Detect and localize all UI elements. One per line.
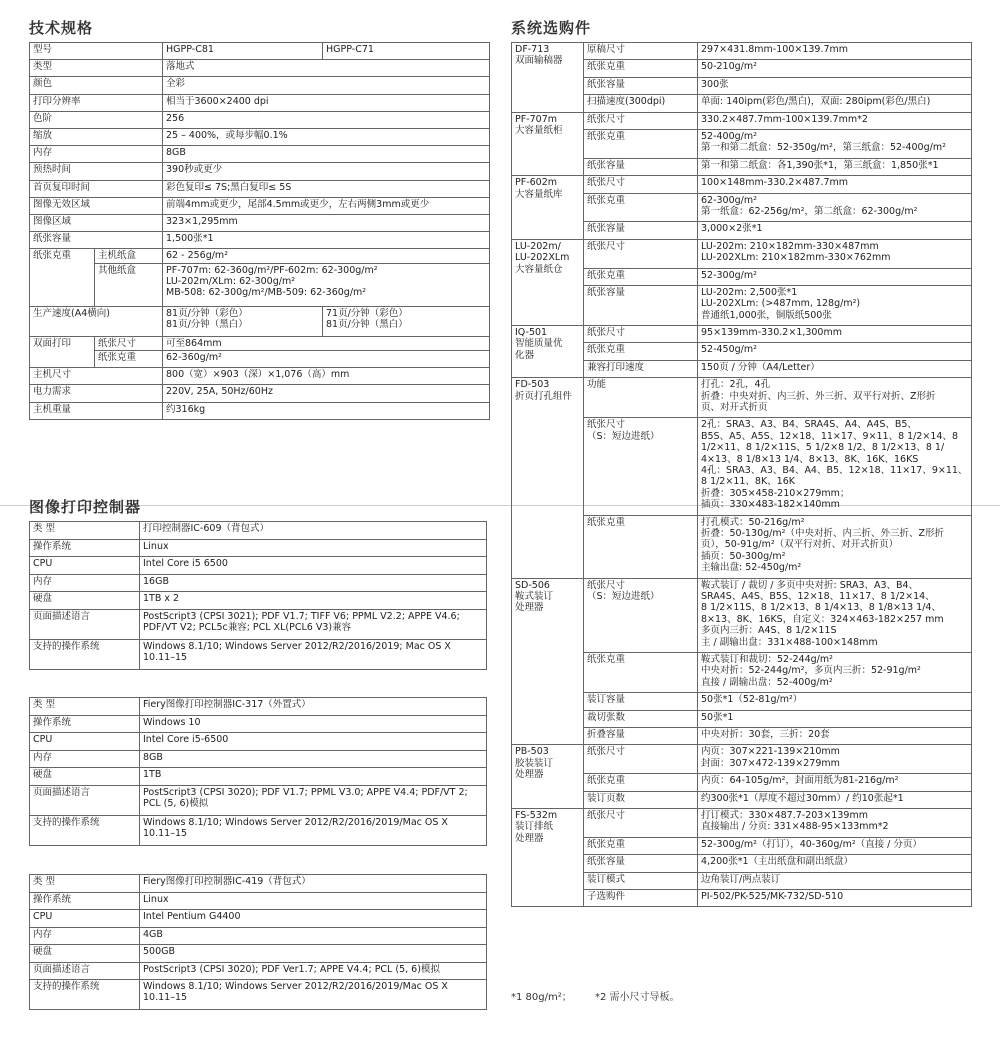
spec-value: 25 – 400%，或每步幅0.1% [163, 128, 490, 145]
controller-title: 图像打印控制器 [29, 498, 142, 516]
spec-value: 前端4mm或更少，尾部4.5mm或更少，左右两侧3mm或更少 [163, 197, 490, 214]
option-key: 纸张克重 [584, 193, 698, 222]
option-key: 纸张尺寸 [584, 326, 698, 343]
option-value: 330.2×487.7mm-100×139.7mm*2 [698, 112, 972, 129]
spec-label: 纸张克重 [30, 249, 95, 306]
option-key: 纸张容量 [584, 855, 698, 872]
option-key: 原稿尺寸 [584, 43, 698, 60]
controller-table [29, 521, 487, 670]
controller-value: 1TB [140, 768, 487, 786]
option-model: SD-506 鞍式装订 处理器 [512, 578, 584, 745]
spec-value: 256 [163, 111, 490, 128]
option-value: 2孔：SRA3、A3、B4、SRA4S、A4、A4S、B5、 B5S、A5、A5S、12×18、11×17、9×11、8 1/2×14、8 1/2×11、8 1/2×11S、5 1/2×8 1/2、8 1/2×13、8 1/ 4×13、8 1/8×13 1/4、8×13、8K、16K、16KS 4孔：SRA3、A3、B4、A4、B5、12×18、11×17、9×11、 8 1/2×11、8K、16K 折叠：305×458-210×279mm； 插页：330×483-182×140mm [698, 418, 972, 515]
option-key: 子选购件 [584, 889, 698, 906]
spec-value: 390秒或更少 [163, 163, 490, 180]
spec-sublabel: 纸张克重 [95, 351, 163, 368]
spec-speed-c71: 71页/分钟（彩色） 81页/分钟（黑白） [323, 306, 490, 336]
spec-sublabel: 纸张尺寸 [95, 336, 163, 350]
controller-value: 500GB [140, 945, 487, 963]
option-value: 打订模式：330×487.7-203×139mm 直接输出 / 分页: 331×488-95×133mm*2 [698, 808, 972, 837]
option-value: 第一和第二纸盒：各1,390张*1，第三纸盒：1,850张*1 [698, 158, 972, 175]
spec-model-c71: HGPP-C71 [323, 43, 490, 60]
spec-label: 颜色 [30, 77, 163, 94]
spec-row [30, 180, 490, 197]
spec-sublabel: 主机纸盒 [95, 249, 163, 263]
spec-label: 类型 [30, 60, 163, 77]
controller-value: Linux [140, 892, 487, 910]
spec-label: 打印分辨率 [30, 94, 163, 111]
option-key: 纸张尺寸 [584, 239, 698, 268]
option-key: 装订容量 [584, 693, 698, 710]
option-model: FD-503 折页打孔组件 [512, 378, 584, 578]
option-value: 50张*1（52-81g/m²） [698, 693, 972, 710]
controller-label: CPU [30, 910, 140, 928]
option-model: LU-202m/ LU-202XLm 大容量纸仓 [512, 239, 584, 325]
option-value: 52-300g/m²（打订），40-360g/m²（直接 / 分页） [698, 837, 972, 854]
spec-value: 约316kg [163, 402, 490, 419]
option-value: 62-300g/m² 第一纸盒：62-256g/m²，第二纸盒：62-300g/m² [698, 193, 972, 222]
option-key: 装订模式 [584, 872, 698, 889]
controller-label: CPU [30, 557, 140, 575]
spec-value: 可至864mm [163, 336, 490, 350]
spec-label: 电力需求 [30, 385, 163, 402]
option-value: 300张 [698, 77, 972, 94]
spec-row [30, 214, 490, 231]
option-key: 纸张克重 [584, 129, 698, 158]
spec-title: 技术规格 [29, 19, 94, 37]
spec-label: 双面打印 [30, 336, 95, 368]
controller-label: 硬盘 [30, 592, 140, 610]
option-value: LU-202m: 210×182mm-330×487mm LU-202XLm: 210×182mm-330×762mm [698, 239, 972, 268]
controller-value: PostScript3 (CPSI 3020); PDF Ver1.7; APPE V4.4; PCL (5, 6)模拟 [140, 962, 487, 980]
spec-label: 色阶 [30, 111, 163, 128]
spec-row [30, 197, 490, 214]
controller-value: Windows 8.1/10; Windows Server 2012/R2/2016/2019/Mac OS X 10.11–15 [140, 815, 487, 845]
option-key: 纸张克重 [584, 837, 698, 854]
spec-label: 图像区域 [30, 214, 163, 231]
option-value: 单面: 140ipm(彩色/黑白)，双面: 280ipm(彩色/黑白) [698, 95, 972, 112]
footnote-1: *1 80g/m²； [511, 992, 572, 1003]
controller-value: PostScript3 (CPSI 3021); PDF V1.7; TIFF V6; PPML V2.2; APPE V4.6; PDF/VT V2; PCL5c兼容; PCL XL(PCL6 V3)兼容 [140, 609, 487, 639]
spec-label: 生产速度(A4横向) [30, 306, 163, 336]
option-model: DF-713 双面输稿器 [512, 43, 584, 113]
spec-value: 800（宽）×903（深）×1,076（高）mm [163, 368, 490, 385]
controller-value: PostScript3 (CPSI 3020); PDF V1.7; PPML V3.0; APPE V4.4; PDF/VT 2; PCL (5, 6)模拟 [140, 785, 487, 815]
controller-value: Intel Core i5-6500 [140, 733, 487, 751]
controller-value: 16GB [140, 574, 487, 592]
controller-label: 类 型 [30, 875, 140, 893]
controller-value: 打印控制器IC-609（背包式） [140, 522, 487, 540]
option-value: 边角装订/两点装订 [698, 872, 972, 889]
option-key: 纸张克重 [584, 774, 698, 791]
option-value: 100×148mm-330.2×487.7mm [698, 176, 972, 193]
option-key: 纸张容量 [584, 77, 698, 94]
option-value: 中央对折：30套，三折：20套 [698, 728, 972, 745]
option-value: 打孔模式：50-216g/m² 折叠：50-130g/m²（中央对折、内三折、外三折、Z形折 页），50-91g/m²（双平行对折、对开式折页） 插页：50-300g/m² 主输出盘: 52-450g/m² [698, 515, 972, 578]
options-title: 系统选购件 [511, 19, 592, 37]
controller-label: 操作系统 [30, 892, 140, 910]
controller-value: Intel Pentium G4400 [140, 910, 487, 928]
options-table [511, 42, 972, 907]
option-value: 鞍式装订 / 裁切 / 多页中央对折: SRA3、A3、B4、 SRA4S、A4S、B5S、12×18、11×17、8 1/2×14、 8 1/2×11S、8 1/2×13、8 1/4×13、8 1/8×13 1/4、 8×13、8K、16KS，自定义：324×463-182×257 mm 多页内三折：A4S、8 1/2×11S 主 / 副输出盘：331×488-100×148mm [698, 578, 972, 652]
spec-label: 内存 [30, 146, 163, 163]
spec-table [29, 42, 490, 420]
controller-label: 类 型 [30, 698, 140, 716]
spec-label: 主机重量 [30, 402, 163, 419]
option-model: PF-707m 大容量纸柜 [512, 112, 584, 176]
option-value: 52-450g/m² [698, 343, 972, 360]
option-value: 内页：64-105g/m²，封面用纸为81-216g/m² [698, 774, 972, 791]
controller-value: Windows 10 [140, 715, 487, 733]
controller-label: 硬盘 [30, 945, 140, 963]
spec-value: 相当于3600×2400 dpi [163, 94, 490, 111]
option-value: 鞍式装订和裁切：52-244g/m² 中央对折：52-244g/m²，多页内三折：52-91g/m² 直接 / 副输出盘：52-400g/m² [698, 653, 972, 693]
controller-value: 4GB [140, 927, 487, 945]
spec-row [30, 94, 490, 111]
spec-row [30, 60, 490, 77]
spec-label: 型号 [30, 43, 163, 60]
controller-label: 支持的操作系统 [30, 980, 140, 1010]
footnote-2: *2 需小尺寸导板。 [595, 992, 680, 1003]
option-key: 纸张尺寸 [584, 808, 698, 837]
option-key: 纸张容量 [584, 285, 698, 325]
option-key: 纸张容量 [584, 222, 698, 239]
controller-value: 8GB [140, 750, 487, 768]
controller-label: CPU [30, 733, 140, 751]
option-key: 纸张尺寸 [584, 745, 698, 774]
option-value: 150页 / 分钟（A4/Letter） [698, 360, 972, 377]
option-value: 95×139mm-330.2×1,300mm [698, 326, 972, 343]
option-value: 50-210g/m² [698, 60, 972, 77]
option-value: 297×431.8mm-100×139.7mm [698, 43, 972, 60]
option-key: 裁切张数 [584, 710, 698, 727]
option-key: 纸张尺寸 [584, 176, 698, 193]
spec-sublabel: 其他纸盒 [95, 263, 163, 306]
spec-label: 纸张容量 [30, 232, 163, 249]
controller-value: Fiery图像打印控制器IC-419（背包式） [140, 875, 487, 893]
controller-label: 内存 [30, 927, 140, 945]
spec-label: 图像无效区域 [30, 197, 163, 214]
spec-value: 落地式 [163, 60, 490, 77]
controller-label: 支持的操作系统 [30, 815, 140, 845]
option-value: PI-502/PK-525/MK-732/SD-510 [698, 889, 972, 906]
option-key: 纸张克重 [584, 60, 698, 77]
option-key: 纸张容量 [584, 158, 698, 175]
spec-value: 62 - 256g/m² [163, 249, 490, 263]
spec-model-c81: HGPP-C81 [163, 43, 323, 60]
controller-label: 页面描述语言 [30, 609, 140, 639]
option-key: 纸张尺寸 （S：短边进纸） [584, 418, 698, 515]
spec-row [30, 43, 490, 60]
spec-value: 8GB [163, 146, 490, 163]
option-key: 兼容打印速度 [584, 360, 698, 377]
controller-label: 页面描述语言 [30, 785, 140, 815]
controller-table [29, 697, 487, 846]
spec-row [30, 77, 490, 94]
controller-label: 页面描述语言 [30, 962, 140, 980]
option-key: 扫描速度(300dpi) [584, 95, 698, 112]
spec-label: 缩放 [30, 128, 163, 145]
spec-value: 323×1,295mm [163, 214, 490, 231]
option-key: 纸张克重 [584, 343, 698, 360]
controller-value: Windows 8.1/10; Windows Server 2012/R2/2016/2019; Mac OS X 10.11–15 [140, 639, 487, 669]
controller-label: 内存 [30, 750, 140, 768]
option-value: 3,000×2张*1 [698, 222, 972, 239]
option-model: PB-503 胶装装订 处理器 [512, 745, 584, 809]
option-key: 纸张克重 [584, 515, 698, 578]
option-value: 约300张*1（厚度不超过30mm）/ 约10张起*1 [698, 791, 972, 808]
option-model: IQ-501 智能质量优 化器 [512, 326, 584, 378]
option-model: FS-532m 装订排纸 处理器 [512, 808, 584, 906]
spec-value: 1,500张*1 [163, 232, 490, 249]
option-key: 折叠容量 [584, 728, 698, 745]
option-key: 功能 [584, 378, 698, 418]
controller-value: Intel Core i5 6500 [140, 557, 487, 575]
option-key: 纸张克重 [584, 268, 698, 285]
spec-row [30, 128, 490, 145]
spec-value: 全彩 [163, 77, 490, 94]
spec-speed-c81: 81页/分钟（彩色） 81页/分钟（黑白） [163, 306, 323, 336]
option-value: 打孔：2孔，4孔 折叠：中央对折、内三折、外三折、双平行对折、Z形折 页、对开式折页 [698, 378, 972, 418]
controller-label: 支持的操作系统 [30, 639, 140, 669]
spec-label: 主机尺寸 [30, 368, 163, 385]
spec-value: PF-707m: 62-360g/m²/PF-602m: 62-300g/m² LU-202m/XLm: 62-300g/m² MB-508: 62-300g/m²/MB-509: 62-360g/m² [163, 263, 490, 306]
controller-value: Windows 8.1/10; Windows Server 2012/R2/2016/2019/Mac OS X 10.11–15 [140, 980, 487, 1010]
controller-table [29, 874, 487, 1010]
option-value: 52-300g/m² [698, 268, 972, 285]
spec-row [30, 232, 490, 249]
option-value: 内页：307×221-139×210mm 封面：307×472-139×279mm [698, 745, 972, 774]
controller-label: 硬盘 [30, 768, 140, 786]
controller-label: 类 型 [30, 522, 140, 540]
option-value: 4,200张*1（主出纸盘和副出纸盘） [698, 855, 972, 872]
option-key: 纸张克重 [584, 653, 698, 693]
option-key: 纸张尺寸 [584, 112, 698, 129]
spec-value: 彩色复印≤ 7S;黑白复印≤ 5S [163, 180, 490, 197]
spec-row [30, 111, 490, 128]
spec-value: 62-360g/m² [163, 351, 490, 368]
option-value: LU-202m: 2,500张*1 LU-202XLm: (>487mm, 128g/m²) 普通纸1,000张，铜版纸500张 [698, 285, 972, 325]
spec-row [30, 146, 490, 163]
option-key: 纸张尺寸 （S：短边进纸） [584, 578, 698, 652]
controller-value: Fiery图像打印控制器IC-317（外置式） [140, 698, 487, 716]
controller-value: 1TB x 2 [140, 592, 487, 610]
option-value: 52-400g/m² 第一和第二纸盒：52-350g/m²，第三纸盒：52-400g/m² [698, 129, 972, 158]
spec-label: 首页复印时间 [30, 180, 163, 197]
controller-label: 内存 [30, 574, 140, 592]
controller-label: 操作系统 [30, 539, 140, 557]
spec-value: 220V, 25A, 50Hz/60Hz [163, 385, 490, 402]
spec-label: 预热时间 [30, 163, 163, 180]
option-value: 50张*1 [698, 710, 972, 727]
option-key: 装订页数 [584, 791, 698, 808]
controller-value: Linux [140, 539, 487, 557]
option-model: PF-602m 大容量纸库 [512, 176, 584, 240]
spec-row [30, 163, 490, 180]
controller-label: 操作系统 [30, 715, 140, 733]
